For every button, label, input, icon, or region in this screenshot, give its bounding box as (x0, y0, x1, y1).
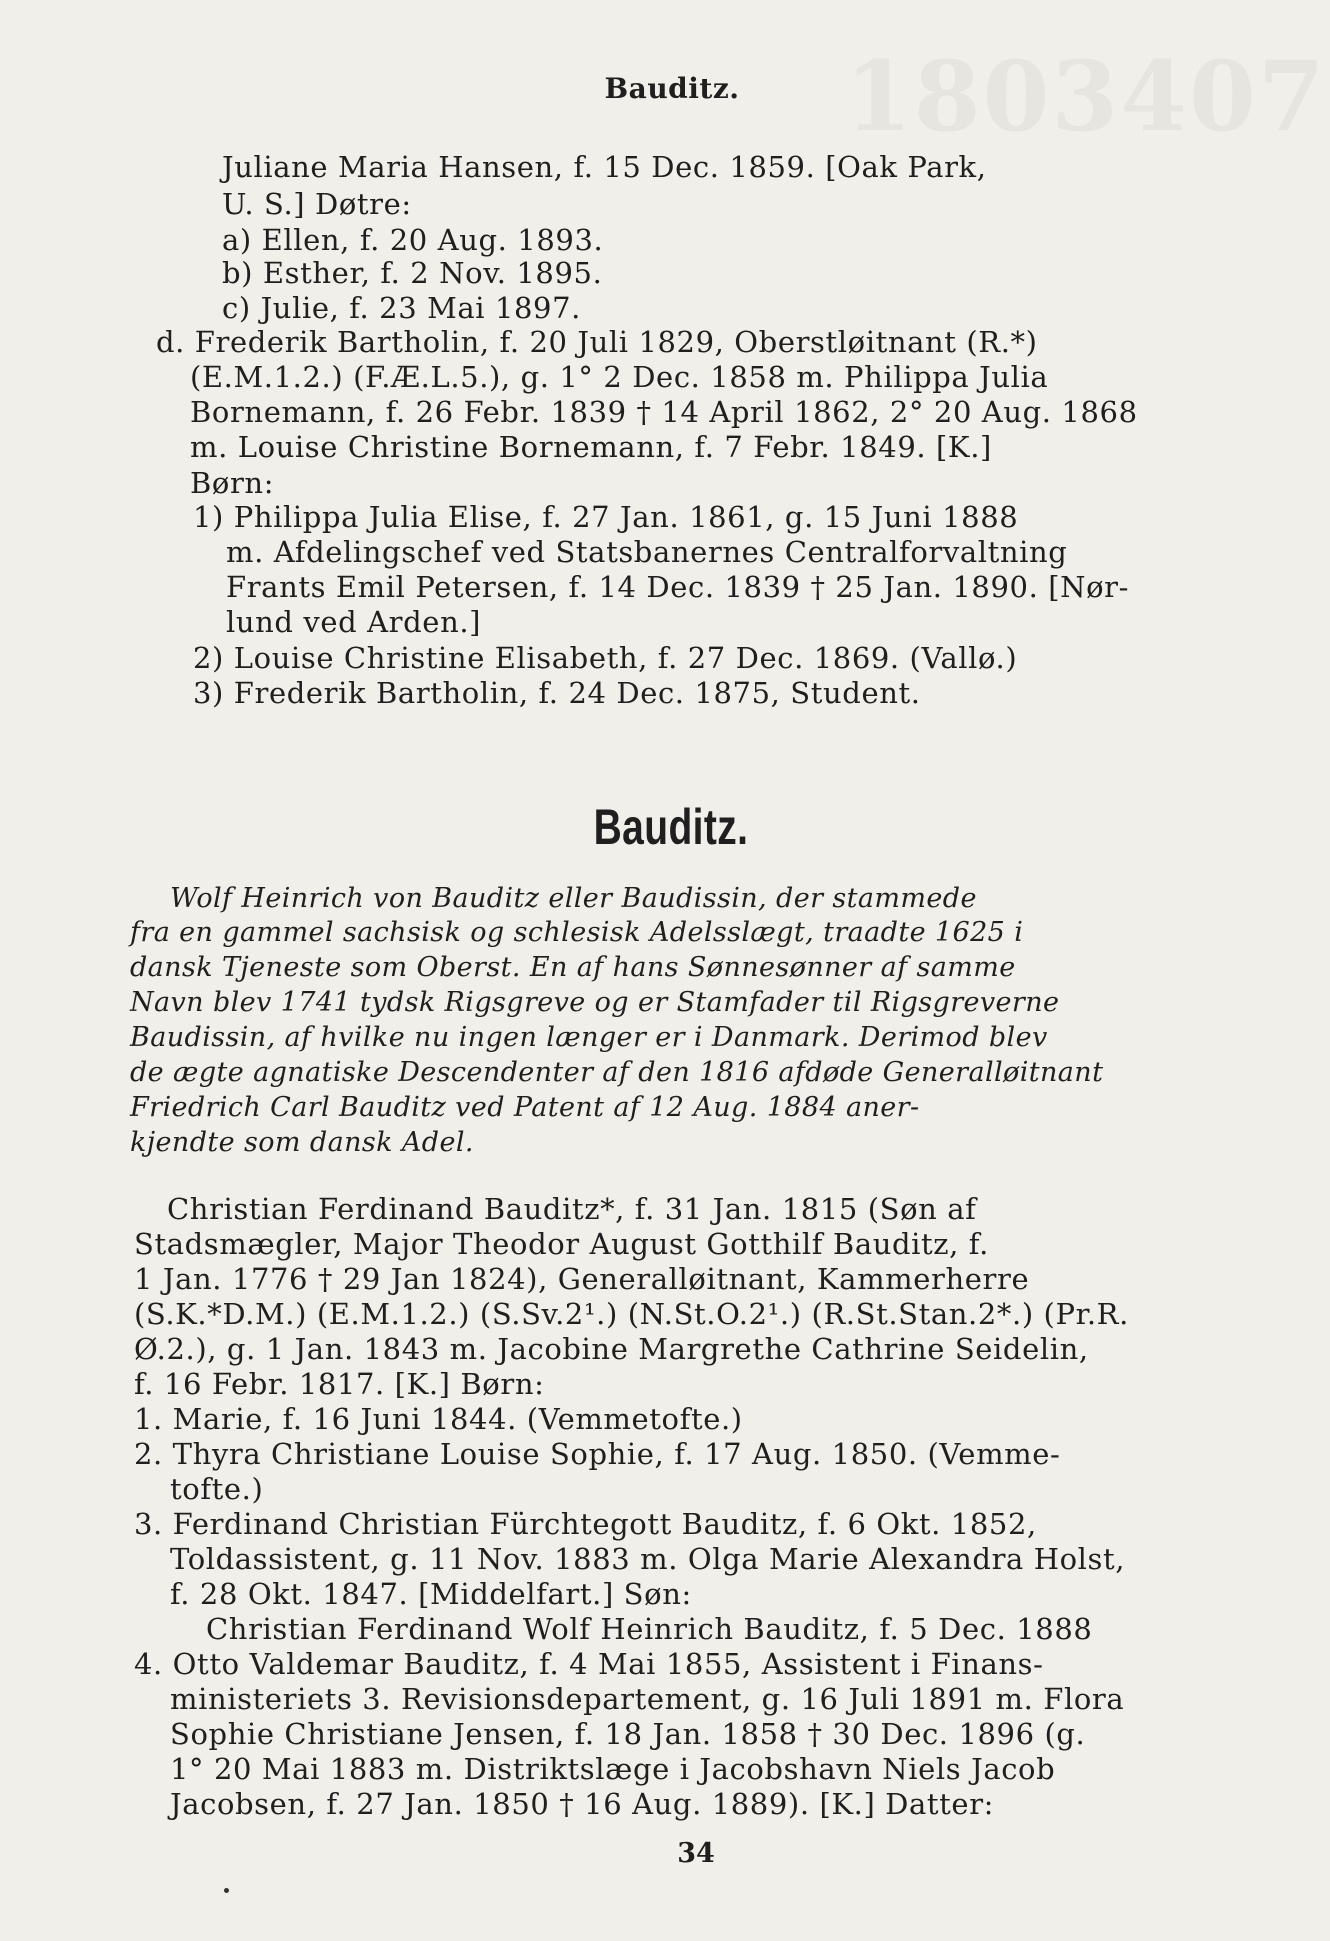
entry-line: (E.M.1.2.) (F.Æ.L.5.), g. 1° 2 Dec. 1858 m. Philippa Julia (190, 360, 1049, 394)
entry-line: Stadsmægler, Major Theodor August Gotthilf Bauditz, f. (134, 1227, 989, 1261)
entry-line: 2) Louise Christine Elisabeth, f. 27 Dec. 1869. (Vallø.) (193, 641, 1018, 675)
intro-line: dansk Tjeneste som Oberst. En af hans Sønnesønner af samme (130, 952, 1016, 983)
entry-line: m. Louise Christine Bornemann, f. 7 Febr. 1849. [K.] (190, 430, 992, 464)
entry-line: ministeriets 3. Revisionsdepartement, g. 16 Juli 1891 m. Flora (170, 1682, 1125, 1716)
entry-line: f. 28 Okt. 1847. [Middelfart.] Søn: (170, 1577, 692, 1611)
entry-line: lund ved Arden.] (226, 605, 482, 639)
entry-line: m. Afdelingschef ved Statsbanernes Centralforvaltning (226, 535, 1068, 569)
entry-line: 2. Thyra Christiane Louise Sophie, f. 17 Aug. 1850. (Vemme- (134, 1437, 1061, 1471)
entry-line: 1 Jan. 1776 † 29 Jan 1824), Generalløitnant, Kammerherre (134, 1262, 1030, 1296)
entry-line: Sophie Christiane Jensen, f. 18 Jan. 1858 † 30 Dec. 1896 (g. (170, 1717, 1086, 1751)
entry-line: d. Frederik Bartholin, f. 20 Juli 1829, Oberstløitnant (R.*) (156, 325, 1038, 359)
entry-line: tofte.) (170, 1472, 264, 1506)
entry-line: c) Julie, f. 23 Mai 1897. (222, 291, 581, 325)
entry-line: U. S.] Døtre: (222, 187, 412, 221)
entry-line: 1° 20 Mai 1883 m. Distriktslæge i Jacobshavn Niels Jacob (170, 1752, 1056, 1786)
print-speck (224, 1888, 229, 1893)
entry-line: f. 16 Febr. 1817. [K.] Børn: (134, 1367, 545, 1401)
entry-line: 3. Ferdinand Christian Fürchtegott Bauditz, f. 6 Okt. 1852, (134, 1507, 1037, 1541)
entry-line: 4. Otto Valdemar Bauditz, f. 4 Mai 1855, Assistent i Finans- (134, 1647, 1044, 1681)
bleed-through-text: 1803407 (845, 40, 1327, 153)
entry-line: b) Esther, f. 2 Nov. 1895. (222, 256, 603, 290)
intro-line: Baudissin, af hvilke nu ingen længer er i Danmark. Derimod blev (130, 1022, 1048, 1053)
entry-line: Christian Ferdinand Wolf Heinrich Bauditz, f. 5 Dec. 1888 (206, 1612, 1093, 1646)
entry-line: Juliane Maria Hansen, f. 15 Dec. 1859. [Oak Park, (222, 150, 987, 184)
entry-line: 1) Philippa Julia Elise, f. 27 Jan. 1861, g. 15 Juni 1888 (193, 500, 1019, 534)
entry-line: Børn: (190, 466, 275, 500)
intro-line: fra en gammel sachsisk og schlesisk Adelsslægt, traadte 1625 i (130, 917, 1024, 948)
entry-line: a) Ellen, f. 20 Aug. 1893. (222, 223, 604, 257)
entry-line: (S.K.*D.M.) (E.M.1.2.) (S.Sv.2¹.) (N.St.O.2¹.) (R.St.Stan.2*.) (Pr.R. (134, 1297, 1129, 1331)
entry-line: 3) Frederik Bartholin, f. 24 Dec. 1875, Student. (193, 676, 921, 710)
entry-line: Jacobsen, f. 27 Jan. 1850 † 16 Aug. 1889). [K.] Datter: (170, 1787, 995, 1821)
page-number: 34 (677, 1838, 715, 1869)
entry-line: 1. Marie, f. 16 Juni 1844. (Vemmetofte.) (134, 1402, 743, 1436)
intro-line: de ægte agnatiske Descendenter af den 1816 afdøde Generalløitnant (130, 1057, 1104, 1088)
intro-line: Friedrich Carl Bauditz ved Patent af 12 Aug. 1884 aner- (130, 1092, 920, 1123)
entry-line: Frants Emil Petersen, f. 14 Dec. 1839 † 25 Jan. 1890. [Nør- (226, 570, 1130, 604)
running-head: Bauditz. (604, 72, 740, 105)
intro-line: Navn blev 1741 tydsk Rigsgreve og er Stamfader til Rigsgreverne (130, 987, 1060, 1018)
section-title: Bauditz. (593, 799, 749, 855)
entry-line: Toldassistent, g. 11 Nov. 1883 m. Olga Marie Alexandra Holst, (170, 1542, 1126, 1576)
entry-line: Christian Ferdinand Bauditz*, f. 31 Jan. 1815 (Søn af (167, 1192, 977, 1226)
entry-line: Ø.2.), g. 1 Jan. 1843 m. Jacobine Margrethe Cathrine Seidelin, (134, 1332, 1089, 1366)
entry-line: Bornemann, f. 26 Febr. 1839 † 14 April 1862, 2° 20 Aug. 1868 (190, 395, 1138, 429)
intro-line: Wolf Heinrich von Bauditz eller Baudissin, der stammede (170, 883, 977, 914)
intro-line: kjendte som dansk Adel. (130, 1127, 474, 1158)
